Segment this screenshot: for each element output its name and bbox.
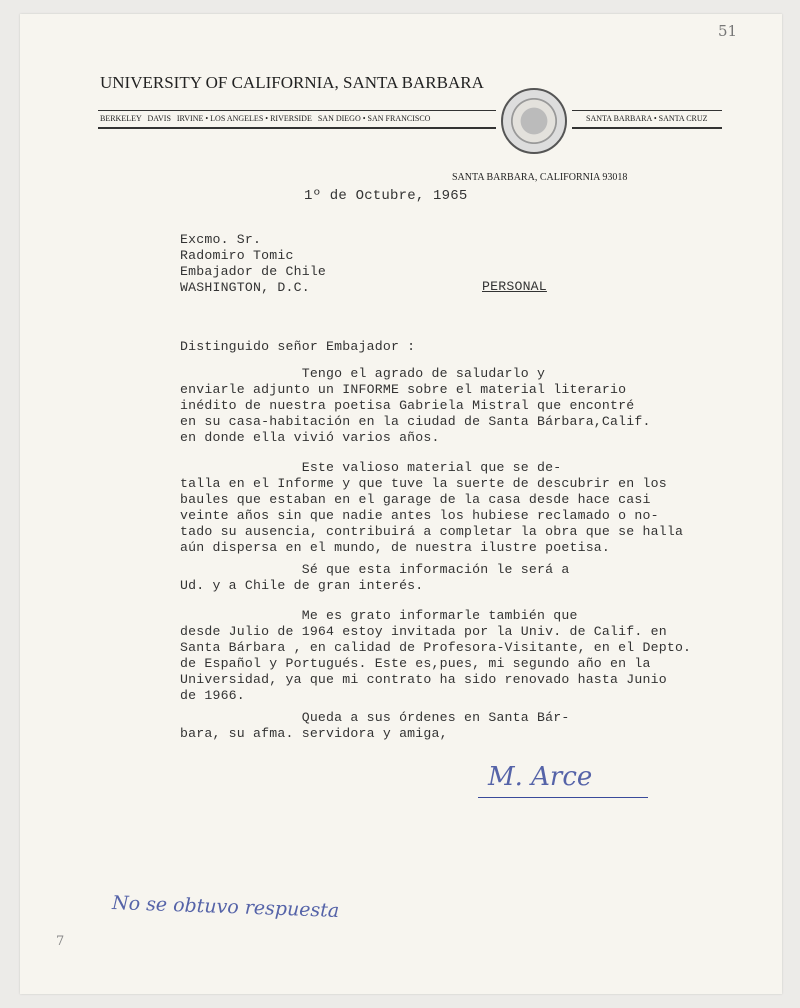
text-line: Santa Bárbara , en calidad de Profesora-Visitante, en el Depto. [180,640,692,655]
paragraph-2 [180,460,683,556]
text-line: de Español y Portugués. Este es,pues, mi segundo año en la [180,656,651,671]
paragraph-1 [180,366,651,446]
university-seal-icon [501,88,567,154]
paragraph-5 [180,710,569,742]
text-line: baules que estaban en el garage de la casa desde hace casi [180,492,651,507]
text-line: Universidad, ya que mi contrato ha sido renovado hasta Junio [180,672,667,687]
text-line: veinte años sin que nadie antes los hubiese reclamado o no- [180,508,659,523]
text-line: en donde ella vivió varios años. [180,430,440,445]
recipient-line: Radomiro Tomic [180,248,294,263]
text-line: aún dispersa en el mundo, de nuestra ilustre poetisa. [180,540,611,555]
letter-date: 1º de Octubre, 1965 [304,188,468,204]
text-line: Sé que esta información le será a [180,562,570,577]
personal-marking: PERSONAL [482,279,547,294]
handwritten-note: No se obtuvo respuesta [111,892,340,922]
text-line: inédito de nuestra poetisa Gabriela Mistral que encontré [180,398,635,413]
text-line: Me es grato informarle también que [180,608,578,623]
recipient-line: Embajador de Chile [180,264,327,279]
letterhead-title: UNIVERSITY OF CALIFORNIA, SANTA BARBARA [100,73,484,92]
text-line: Tengo el agrado de saludarlo y [180,366,546,381]
text-line: Queda a sus órdenes en Santa Bár- [180,710,570,725]
signature: M. Arce [488,762,593,792]
text-line: bara, su afma. servidora y amiga, [180,726,448,741]
text-line: de 1966. [180,688,245,703]
text-line: enviarle adjunto un INFORME sobre el material literario [180,382,627,397]
letterhead-campuses-left: BERKELEY DAVIS IRVINE • LOS ANGELES • RIVERSIDE SAN DIEGO • SAN FRANCISCO [100,114,431,123]
recipient-line: WASHINGTON, D.C. [180,280,310,295]
salutation: Distinguido señor Embajador : [180,339,416,354]
margin-mark: 7 [56,934,65,949]
paragraph-4 [180,608,691,704]
letterhead-address: SANTA BARBARA, CALIFORNIA 93018 [452,172,628,183]
text-line: Este valioso material que se de- [180,460,562,475]
recipient-block [180,232,326,296]
text-line: en su casa-habitación en la ciudad de Santa Bárbara,Calif. [180,414,651,429]
letterhead-campuses-right: SANTA BARBARA • SANTA CRUZ [586,114,708,123]
text-line: tado su ausencia, contribuirá a completar la obra que se halla [180,524,684,539]
text-line: talla en el Informe y que tuve la suerte de descubrir en los [180,476,667,491]
text-line: desde Julio de 1964 estoy invitada por la Univ. de Calif. en [180,624,667,639]
paragraph-3 [180,562,569,594]
page-number: 51 [718,22,738,40]
recipient-line: Excmo. Sr. [180,232,262,247]
text-line: Ud. y a Chile de gran interés. [180,578,424,593]
